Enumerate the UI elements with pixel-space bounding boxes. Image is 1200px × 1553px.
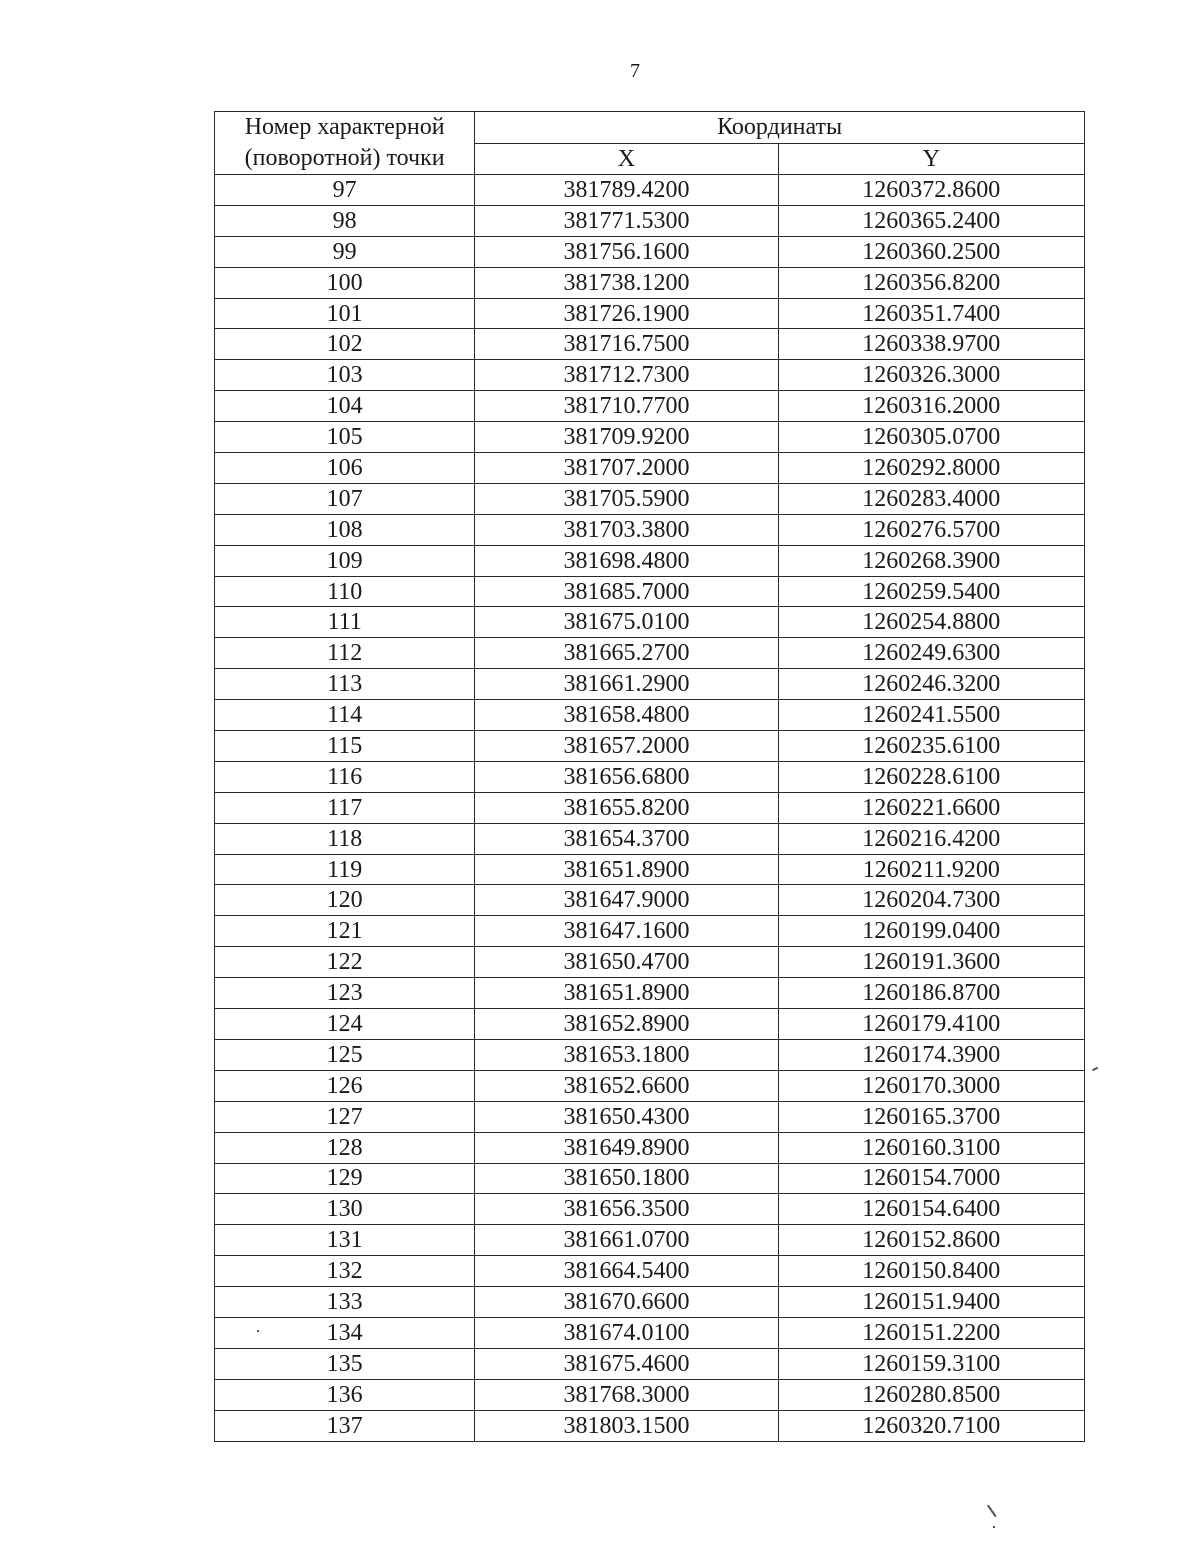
y-coordinate-cell: 1260316.2000 bbox=[778, 391, 1084, 422]
point-number-cell: 113 bbox=[215, 669, 475, 700]
table-row bbox=[215, 576, 1085, 607]
point-number-cell: 126 bbox=[215, 1070, 475, 1101]
y-coordinate-cell: 1260249.6300 bbox=[778, 638, 1084, 669]
x-coordinate-cell: 381771.5300 bbox=[475, 205, 778, 236]
point-number-cell: 123 bbox=[215, 978, 475, 1009]
y-coordinate-cell: 1260154.6400 bbox=[778, 1194, 1084, 1225]
point-number-cell: 97 bbox=[215, 175, 475, 206]
table-row bbox=[215, 1225, 1085, 1256]
y-coordinate-cell: 1260154.7000 bbox=[778, 1163, 1084, 1194]
y-coordinate-cell: 1260280.8500 bbox=[778, 1379, 1084, 1410]
x-coordinate-cell: 381712.7300 bbox=[475, 360, 778, 391]
page-number: 7 bbox=[630, 60, 640, 82]
y-coordinate-cell: 1260276.5700 bbox=[778, 514, 1084, 545]
table-row bbox=[215, 854, 1085, 885]
table-row bbox=[215, 1194, 1085, 1225]
y-coordinate-cell: 1260283.4000 bbox=[778, 483, 1084, 514]
y-coordinate-cell: 1260338.9700 bbox=[778, 329, 1084, 360]
table-row bbox=[215, 1039, 1085, 1070]
point-number-cell: 108 bbox=[215, 514, 475, 545]
point-number-cell: 131 bbox=[215, 1225, 475, 1256]
x-coordinate-cell: 381703.3800 bbox=[475, 514, 778, 545]
y-coordinate-cell: 1260292.8000 bbox=[778, 453, 1084, 484]
table-row bbox=[215, 700, 1085, 731]
table-row bbox=[215, 1009, 1085, 1040]
point-number-cell: 132 bbox=[215, 1256, 475, 1287]
coordinates-table bbox=[214, 111, 1085, 1442]
y-coordinate-cell: 1260191.3600 bbox=[778, 947, 1084, 978]
table-row bbox=[215, 236, 1085, 267]
y-coordinate-cell: 1260174.3900 bbox=[778, 1039, 1084, 1070]
x-coordinate-cell: 381670.6600 bbox=[475, 1287, 778, 1318]
x-coordinate-cell: 381789.4200 bbox=[475, 175, 778, 206]
y-coordinate-cell: 1260186.8700 bbox=[778, 978, 1084, 1009]
y-coordinate-cell: 1260246.3200 bbox=[778, 669, 1084, 700]
y-coordinate-cell: 1260259.5400 bbox=[778, 576, 1084, 607]
x-coordinate-cell: 381652.8900 bbox=[475, 1009, 778, 1040]
table-row bbox=[215, 1163, 1085, 1194]
point-number-cell: 98 bbox=[215, 205, 475, 236]
x-coordinate-cell: 381656.3500 bbox=[475, 1194, 778, 1225]
point-number-cell: 127 bbox=[215, 1101, 475, 1132]
point-number-cell: 100 bbox=[215, 267, 475, 298]
y-coordinate-cell: 1260320.7100 bbox=[778, 1410, 1084, 1441]
point-number-cell: 101 bbox=[215, 298, 475, 329]
y-coordinate-cell: 1260221.6600 bbox=[778, 792, 1084, 823]
table-row bbox=[215, 1101, 1085, 1132]
y-coordinate-cell: 1260199.0400 bbox=[778, 916, 1084, 947]
x-coordinate-cell: 381656.6800 bbox=[475, 761, 778, 792]
table-row bbox=[215, 761, 1085, 792]
y-coordinate-cell: 1260235.6100 bbox=[778, 731, 1084, 762]
table-row bbox=[215, 175, 1085, 206]
scan-mark bbox=[257, 1330, 259, 1332]
y-coordinate-cell: 1260351.7400 bbox=[778, 298, 1084, 329]
point-number-cell: 122 bbox=[215, 947, 475, 978]
table-row bbox=[215, 1410, 1085, 1441]
point-number-cell: 130 bbox=[215, 1194, 475, 1225]
point-number-cell: 106 bbox=[215, 453, 475, 484]
table-row bbox=[215, 514, 1085, 545]
point-number-cell: 135 bbox=[215, 1348, 475, 1379]
x-coordinate-cell: 381674.0100 bbox=[475, 1317, 778, 1348]
y-coordinate-cell: 1260326.3000 bbox=[778, 360, 1084, 391]
table-row bbox=[215, 1070, 1085, 1101]
x-coordinate-cell: 381664.5400 bbox=[475, 1256, 778, 1287]
x-coordinate-cell: 381707.2000 bbox=[475, 453, 778, 484]
y-coordinate-cell: 1260241.5500 bbox=[778, 700, 1084, 731]
table-row bbox=[215, 669, 1085, 700]
x-header: X bbox=[475, 143, 778, 175]
coordinates-header: Координаты bbox=[475, 112, 1085, 144]
x-coordinate-cell: 381651.8900 bbox=[475, 854, 778, 885]
x-coordinate-cell: 381652.6600 bbox=[475, 1070, 778, 1101]
table-row bbox=[215, 1379, 1085, 1410]
point-number-cell: 133 bbox=[215, 1287, 475, 1318]
table-row bbox=[215, 1317, 1085, 1348]
point-number-cell: 99 bbox=[215, 236, 475, 267]
point-number-cell: 129 bbox=[215, 1163, 475, 1194]
y-coordinate-cell: 1260160.3100 bbox=[778, 1132, 1084, 1163]
table-row bbox=[215, 1348, 1085, 1379]
table-row bbox=[215, 885, 1085, 916]
x-coordinate-cell: 381675.0100 bbox=[475, 607, 778, 638]
table-row bbox=[215, 792, 1085, 823]
table-row bbox=[215, 1256, 1085, 1287]
y-coordinate-cell: 1260152.8600 bbox=[778, 1225, 1084, 1256]
x-coordinate-cell: 381661.2900 bbox=[475, 669, 778, 700]
table-row bbox=[215, 545, 1085, 576]
x-coordinate-cell: 381647.9000 bbox=[475, 885, 778, 916]
point-number-cell: 111 bbox=[215, 607, 475, 638]
x-coordinate-cell: 381657.2000 bbox=[475, 731, 778, 762]
table-row bbox=[215, 823, 1085, 854]
x-coordinate-cell: 381661.0700 bbox=[475, 1225, 778, 1256]
x-coordinate-cell: 381685.7000 bbox=[475, 576, 778, 607]
x-coordinate-cell: 381698.4800 bbox=[475, 545, 778, 576]
table-row bbox=[215, 916, 1085, 947]
y-coordinate-cell: 1260179.4100 bbox=[778, 1009, 1084, 1040]
y-coordinate-cell: 1260360.2500 bbox=[778, 236, 1084, 267]
x-coordinate-cell: 381675.4600 bbox=[475, 1348, 778, 1379]
y-coordinate-cell: 1260150.8400 bbox=[778, 1256, 1084, 1287]
point-number-header: Номер характерной (поворотной) точки bbox=[215, 112, 475, 175]
point-number-cell: 117 bbox=[215, 792, 475, 823]
x-coordinate-cell: 381803.1500 bbox=[475, 1410, 778, 1441]
table-row bbox=[215, 267, 1085, 298]
point-number-cell: 128 bbox=[215, 1132, 475, 1163]
y-coordinate-cell: 1260204.7300 bbox=[778, 885, 1084, 916]
table-row bbox=[215, 453, 1085, 484]
point-number-cell: 115 bbox=[215, 731, 475, 762]
point-number-cell: 125 bbox=[215, 1039, 475, 1070]
point-number-cell: 120 bbox=[215, 885, 475, 916]
y-coordinate-cell: 1260228.6100 bbox=[778, 761, 1084, 792]
y-coordinate-cell: 1260170.3000 bbox=[778, 1070, 1084, 1101]
point-number-cell: 103 bbox=[215, 360, 475, 391]
table-row bbox=[215, 205, 1085, 236]
y-coordinate-cell: 1260356.8200 bbox=[778, 267, 1084, 298]
y-coordinate-cell: 1260211.9200 bbox=[778, 854, 1084, 885]
point-number-cell: 105 bbox=[215, 422, 475, 453]
table-header bbox=[215, 112, 1085, 175]
point-number-cell: 124 bbox=[215, 1009, 475, 1040]
point-number-cell: 136 bbox=[215, 1379, 475, 1410]
x-coordinate-cell: 381738.1200 bbox=[475, 267, 778, 298]
y-coordinate-cell: 1260305.0700 bbox=[778, 422, 1084, 453]
y-coordinate-cell: 1260151.2200 bbox=[778, 1317, 1084, 1348]
x-coordinate-cell: 381651.8900 bbox=[475, 978, 778, 1009]
y-coordinate-cell: 1260365.2400 bbox=[778, 205, 1084, 236]
point-number-cell: 104 bbox=[215, 391, 475, 422]
table-row bbox=[215, 947, 1085, 978]
y-coordinate-cell: 1260159.3100 bbox=[778, 1348, 1084, 1379]
x-coordinate-cell: 381649.8900 bbox=[475, 1132, 778, 1163]
table-row bbox=[215, 607, 1085, 638]
y-coordinate-cell: 1260216.4200 bbox=[778, 823, 1084, 854]
point-number-cell: 137 bbox=[215, 1410, 475, 1441]
point-number-cell: 134 bbox=[215, 1317, 475, 1348]
x-coordinate-cell: 381716.7500 bbox=[475, 329, 778, 360]
table-row bbox=[215, 978, 1085, 1009]
y-coordinate-cell: 1260165.3700 bbox=[778, 1101, 1084, 1132]
y-header: Y bbox=[778, 143, 1084, 175]
x-coordinate-cell: 381709.9200 bbox=[475, 422, 778, 453]
x-coordinate-cell: 381658.4800 bbox=[475, 700, 778, 731]
table-row bbox=[215, 422, 1085, 453]
y-coordinate-cell: 1260254.8800 bbox=[778, 607, 1084, 638]
scan-mark bbox=[987, 1505, 996, 1517]
point-number-cell: 110 bbox=[215, 576, 475, 607]
x-coordinate-cell: 381705.5900 bbox=[475, 483, 778, 514]
table-row bbox=[215, 391, 1085, 422]
x-coordinate-cell: 381756.1600 bbox=[475, 236, 778, 267]
table-row bbox=[215, 298, 1085, 329]
point-number-cell: 119 bbox=[215, 854, 475, 885]
table-row bbox=[215, 731, 1085, 762]
x-coordinate-cell: 381653.1800 bbox=[475, 1039, 778, 1070]
x-coordinate-cell: 381650.4700 bbox=[475, 947, 778, 978]
point-number-cell: 114 bbox=[215, 700, 475, 731]
table-row bbox=[215, 329, 1085, 360]
x-coordinate-cell: 381650.4300 bbox=[475, 1101, 778, 1132]
x-coordinate-cell: 381654.3700 bbox=[475, 823, 778, 854]
x-coordinate-cell: 381647.1600 bbox=[475, 916, 778, 947]
scan-mark bbox=[993, 1526, 995, 1528]
scan-mark bbox=[1092, 1067, 1098, 1071]
x-coordinate-cell: 381665.2700 bbox=[475, 638, 778, 669]
x-coordinate-cell: 381726.1900 bbox=[475, 298, 778, 329]
y-coordinate-cell: 1260268.3900 bbox=[778, 545, 1084, 576]
table-row bbox=[215, 1287, 1085, 1318]
point-number-cell: 116 bbox=[215, 761, 475, 792]
point-number-cell: 109 bbox=[215, 545, 475, 576]
point-number-cell: 102 bbox=[215, 329, 475, 360]
table-row bbox=[215, 360, 1085, 391]
x-coordinate-cell: 381768.3000 bbox=[475, 1379, 778, 1410]
point-number-cell: 121 bbox=[215, 916, 475, 947]
y-coordinate-cell: 1260372.8600 bbox=[778, 175, 1084, 206]
x-coordinate-cell: 381655.8200 bbox=[475, 792, 778, 823]
y-coordinate-cell: 1260151.9400 bbox=[778, 1287, 1084, 1318]
table-row bbox=[215, 483, 1085, 514]
point-number-cell: 107 bbox=[215, 483, 475, 514]
point-number-cell: 112 bbox=[215, 638, 475, 669]
x-coordinate-cell: 381710.7700 bbox=[475, 391, 778, 422]
table-row bbox=[215, 638, 1085, 669]
table-body bbox=[215, 175, 1085, 1442]
table-row bbox=[215, 1132, 1085, 1163]
point-number-cell: 118 bbox=[215, 823, 475, 854]
x-coordinate-cell: 381650.1800 bbox=[475, 1163, 778, 1194]
